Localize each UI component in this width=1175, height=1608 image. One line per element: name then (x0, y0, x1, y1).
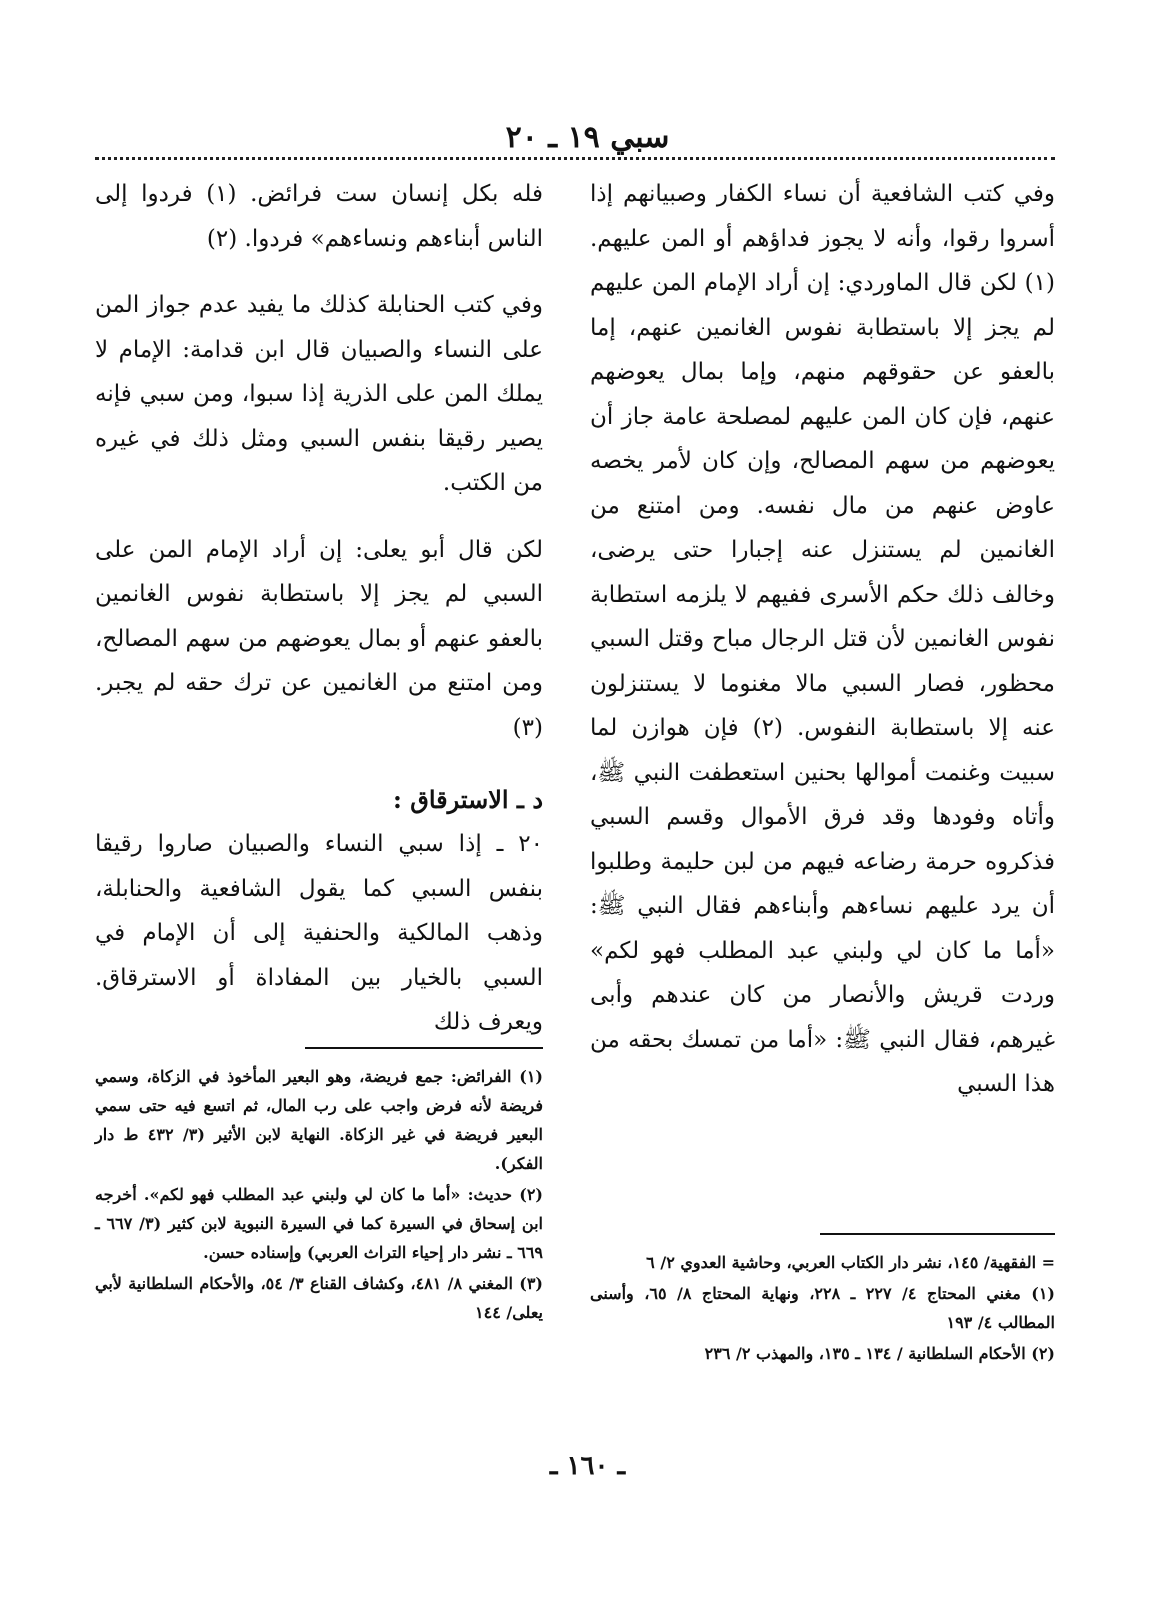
footnote-item: (٣) المغني ٨/ ٤٨١، وكشاف القناع ٣/ ٥٤، والأحكام السلطانية لأبي يعلى/ ١٤٤ (95, 1274, 543, 1322)
section-heading-istirqaq: د ـ الاسترقاق : (393, 785, 543, 814)
header-dotted-divider (95, 157, 1055, 160)
footnote-item: (٢) حديث: «أما ما كان لي ولبني عبد المطلب فهو لكم». أخرجه ابن إسحاق في السيرة كما في السيرة النبوية لابن كثير (٣/ ٦٦٧ ـ ٦٦٩ ـ نشر دار إحياء التراث العربي) وإسناده حسن. (95, 1185, 543, 1262)
footnotes-left (95, 1062, 543, 1329)
right-column (590, 172, 1055, 1107)
page-number: ـ ١٦٠ ـ (549, 1451, 626, 1481)
right-paragraph-1: وفي كتب الشافعية أن نساء الكفار وصبيانهم إذا أسروا رقوا، وأنه لا يجوز فداؤهم أو المن عليهم. (١) لكن قال الماوردي: إن أراد الإمام المن عليهم لم يجز إلا باستطابة نفوس الغانمين عنهم، إما بالعفو عن حقوقهم منهم، وإما بمال يعوضهم عنهم، فإن كان المن عليهم لمصلحة عامة جاز أن يعوضهم من سهم المصالح، وإن كان لأمر يخصه عاوض عنهم من مال نفسه. ومن امتنع من الغانمين لم يستنزل عنه إجبارا حتى يرضى، وخالف ذلك حكم الأسرى ففيهم لا يلزمه استطابة نفوس الغانمين لأن قتل الرجال مباح وقتل السبي محظور، فصار السبي مالا مغنوما لا يستنزلون عنه إلا باستطابة النفوس. (٢) فإن هوازن لما سبيت وغنمت أموالها بحنين استعطفت النبي ﷺ، وأتاه وفودها وقد فرق الأموال وقسم السبي فذكروه حرمة رضاعه فيهم من لبن حليمة وطلبوا أن يرد عليهم نساءهم وأبناءهم فقال النبي ﷺ: «أما ما كان لي ولبني عبد المطلب فهو لكم» وردت قريش والأنصار من كان عندهم وأبى غيرهم، فقال النبي ﷺ: «أما من تمسك بحقه من هذا السبي (590, 181, 1055, 1097)
footnote-divider-left (305, 1047, 543, 1049)
footnotes-right (590, 1248, 1055, 1370)
left-paragraph-3: لكن قال أبو يعلى: إن أراد الإمام المن على السبي لم يجز إلا باستطابة نفوس الغانمين بالعفو عنهم أو بمال يعوضهم من سهم المصالح، ومن امتنع من الغانمين عن ترك حقه لم يجبر. (٣) (95, 536, 543, 741)
left-paragraph-1: فله بكل إنسان ست فرائض. (١) فردوا إلى الناس أبناءهم ونساءهم» فردوا. (٢) (95, 181, 543, 252)
footnote-item: (١) الفرائض: جمع فريضة، وهو البعير المأخوذ في الزكاة، وسمي فريضة لأنه فرض واجب على رب المال، ثم اتسع فيه حتى سمي البعير فريضة في غير الزكاة. النهاية لابن الأثير (٣/ ٤٣٢ ط دار الفكر). (95, 1067, 543, 1173)
page-header-title: سبي ١٩ ـ ٢٠ (505, 120, 670, 155)
left-paragraph-2: وفي كتب الحنابلة كذلك ما يفيد عدم جواز المن على النساء والصبيان قال ابن قدامة: الإمام لا يملك المن على الذرية إذا سبوا، ومن سبي فإنه يصير رقيقا بنفس السبي ومثل ذلك في غيره من الكتب. (95, 292, 543, 496)
footnote-item: = الفقهية/ ١٤٥، نشر دار الكتاب العربي، وحاشية العدوي ٢/ ٦ (646, 1253, 1055, 1272)
footnote-item: (١) مغني المحتاج ٤/ ٢٢٧ ـ ٢٢٨، ونهاية المحتاج ٨/ ٦٥، وأسنى المطالب ٤/ ١٩٣ (590, 1284, 1055, 1332)
footnote-divider-right (820, 1233, 1055, 1235)
left-paragraph-4: ٢٠ ـ إذا سبي النساء والصبيان صاروا رقيقا بنفس السبي كما يقول الشافعية والحنابلة، وذهب المالكية والحنفية إلى أن الإمام في السبي بالخيار بين المفاداة أو الاسترقاق. ويعرف ذلك (95, 831, 543, 1035)
left-column (95, 172, 543, 1045)
footnote-item: (٢) الأحكام السلطانية / ١٣٤ ـ ١٣٥، والمهذب ٢/ ٢٣٦ (704, 1344, 1055, 1363)
